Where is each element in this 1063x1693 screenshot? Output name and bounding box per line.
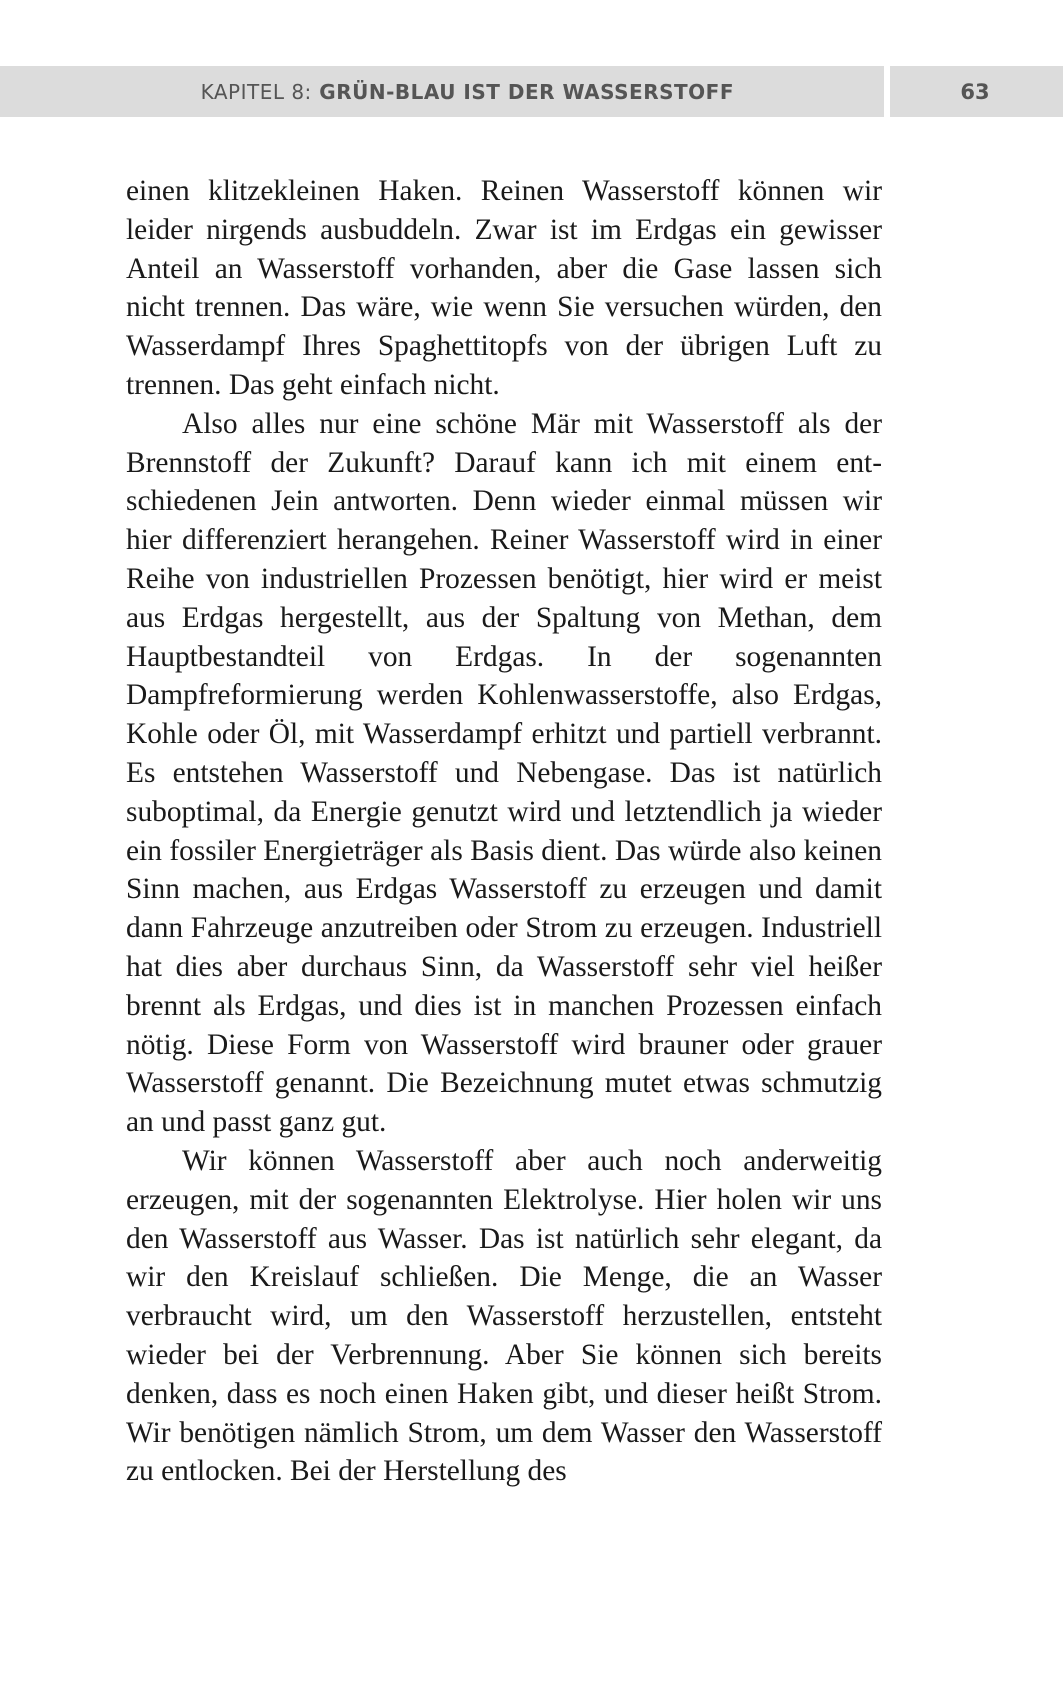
running-header-title: [0, 66, 734, 117]
chapter-prefix: KAPITEL 8:: [200, 80, 312, 104]
paragraph-2: Also alles nur eine schöne Mär mit Wasserstoff als der Brennstoff der Zukunft? Darauf kann ich mit einem entschiedenen Jein antworten. Denn wieder einmal müssen wir hier differenziert herangehen. Reiner Wasserstoff wird in einer Reihe von industriellen Prozessen benötigt, hier wird er meist aus Erdgas hergestellt, aus der Spaltung von Methan, dem Hauptbestandteil von Erdgas. In der sogenannten Dampfreformierung werden Kohlenwasserstoffe, also Erdgas, Kohle oder Öl, mit Wasserdampf erhitzt und partiell verbrannt. Es entstehen Wasserstoff und Nebengase. Das ist natürlich suboptimal, da Energie genutzt wird und letztendlich ja wieder ein fossiler Energieträger als Basis dient. Das würde also keinen Sinn machen, aus Erdgas Wasserstoff zu erzeugen und damit dann Fahrzeuge anzutreiben oder Strom zu erzeugen. Industriell hat dies aber durchaus Sinn, da Wasserstoff sehr viel heißer brennt als Erdgas, und dies ist in manchen Prozessen einfach nötig. Diese Form von Wasserstoff wird brauner oder grauer Wasserstoff genannt. Die Bezeichnung mutet etwas schmutzig an und passt ganz gut.: [126, 407, 882, 1139]
body-text: [126, 172, 882, 1491]
chapter-title: GRÜN-BLAU IST DER WASSERSTOFF: [319, 80, 734, 104]
paragraph-1: einen klitzekleinen Haken. Reinen Wasserstoff können wir leider nirgends ausbuddeln. Zwar ist im Erdgas ein gewisser Anteil an Wasserstoff vorhanden, aber die Gase lassen sich nicht trennen. Das wäre, wie wenn Sie versuchen würden, den Wasserdampf Ihres Spaghettitopfs von der übrigen Luft zu trennen. Das geht einfach nicht.: [126, 175, 882, 401]
paragraph-3: Wir können Wasserstoff aber auch noch anderweitig erzeugen, mit der sogenannten Elektrolyse. Hier holen wir uns den Wasserstoff aus Wasser. Das ist natürlich sehr elegant, da wir den Kreislauf schließen. Die Menge, die an Wasser verbraucht wird, um den Wasserstoff herzustellen, entsteht wieder bei der Verbrennung. Aber Sie können sich bereits denken, dass es noch einen Haken gibt, und dieser heißt Strom. Wir benötigen nämlich Strom, um dem Wasser den Wasserstoff zu entlocken. Bei der Herstellung des: [126, 1144, 882, 1488]
page-number: 63: [960, 80, 990, 104]
